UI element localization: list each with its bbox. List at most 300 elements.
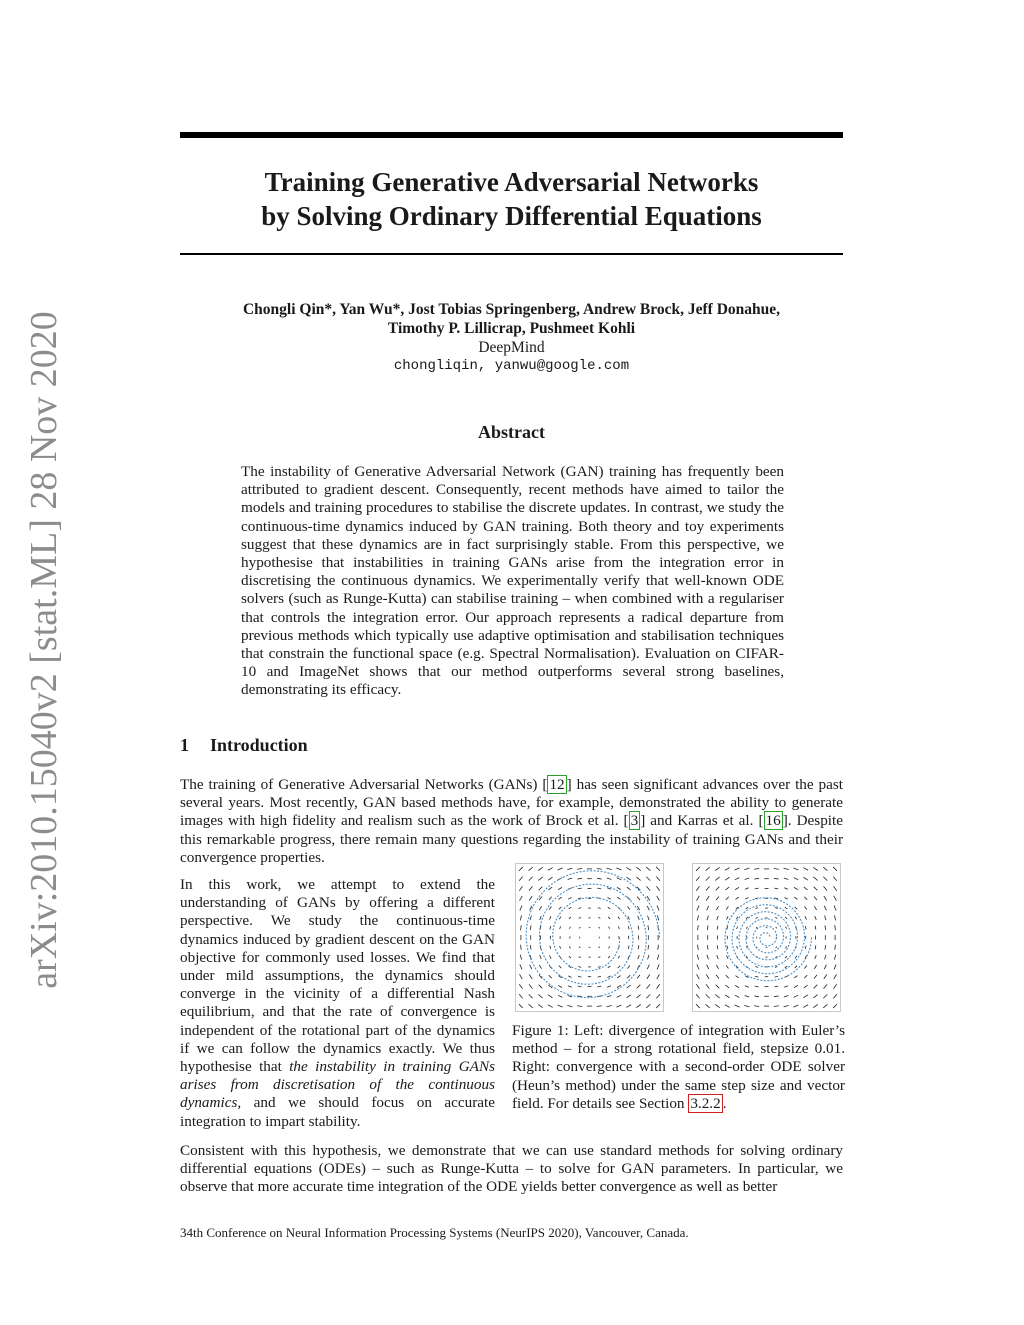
vector-field-arrow <box>608 907 611 909</box>
vector-field-arrow <box>616 868 621 870</box>
vector-field-arrow <box>707 955 708 959</box>
vector-field-arrow <box>755 888 759 889</box>
vector-field-arrow <box>754 878 759 879</box>
vector-field-arrow <box>715 1005 719 1008</box>
vector-field-arrow <box>598 917 600 918</box>
vector-field-arrow <box>725 868 730 871</box>
vector-field-arrow <box>804 975 807 978</box>
author-block <box>180 300 843 376</box>
vector-field-arrow <box>538 877 542 881</box>
section-heading-introduction <box>180 735 308 756</box>
vector-field-arrow <box>823 1004 827 1008</box>
vector-field-arrow <box>775 917 777 918</box>
vector-field-arrow <box>706 877 710 881</box>
vector-field-arrow <box>598 908 601 909</box>
vector-field-arrow <box>784 888 788 890</box>
vector-field-arrow <box>617 887 621 889</box>
vector-field-arrow <box>707 906 709 910</box>
vector-field-arrow <box>813 867 817 870</box>
vector-field-arrow <box>825 916 826 920</box>
vector-field-arrow <box>834 955 835 960</box>
vector-field-arrow <box>636 995 640 999</box>
vector-field-arrow <box>794 976 797 978</box>
vector-field-arrow <box>628 965 630 968</box>
vector-field-arrow <box>716 906 718 910</box>
vector-field-arrow <box>824 965 826 969</box>
vector-field-arrow <box>538 995 542 999</box>
vector-field-arrow <box>616 1005 621 1007</box>
vector-field-arrow <box>636 877 640 881</box>
vector-field-arrow <box>569 956 571 958</box>
conference-footer: 34th Conference on Neural Information Processing Systems (NeurIPS 2020), Vancouver, Canada. <box>180 1225 689 1240</box>
vector-field-arrow <box>648 945 649 950</box>
vector-field-arrow <box>755 976 758 977</box>
vector-field-arrow <box>707 945 708 950</box>
vector-field-arrow <box>646 1004 650 1008</box>
vector-field-arrow <box>784 1005 789 1006</box>
vector-field-arrow <box>529 994 533 998</box>
vector-field-arrow <box>794 995 798 997</box>
vector-field-arrow <box>638 926 639 930</box>
vector-field-arrow <box>657 964 659 969</box>
vector-field-arrow <box>559 907 561 909</box>
vector-field-arrow <box>521 925 522 930</box>
vector-field-arrow <box>813 1005 817 1008</box>
vector-field-arrow <box>638 916 640 920</box>
vector-field-arrow <box>735 1005 740 1007</box>
vector-field-arrow <box>658 945 659 950</box>
vector-field-arrow <box>793 1005 798 1007</box>
vector-field-arrow <box>637 896 640 900</box>
vector-field-arrow <box>646 867 650 871</box>
vector-field-arrow <box>814 965 816 969</box>
vector-field-arrow <box>696 994 700 998</box>
vector-field-arrow <box>608 956 610 958</box>
vector-field-arrow <box>706 896 709 900</box>
caption-end: . <box>722 1094 727 1112</box>
vector-field-arrow <box>697 896 700 901</box>
vector-field-arrow <box>823 867 827 871</box>
emphasized-hypothesis: the instability in training GANs arises from discretisation of the continuous dynamics <box>180 1058 495 1112</box>
vector-field-arrow <box>805 916 807 919</box>
vector-field-arrow <box>697 955 698 960</box>
vector-field-arrow <box>698 945 699 950</box>
vector-field-arrow <box>608 966 611 968</box>
vector-field-arrow <box>744 1005 749 1006</box>
vector-field-arrow <box>648 925 649 930</box>
vector-field-arrow <box>774 996 779 997</box>
vector-field-arrow <box>794 897 797 899</box>
vector-field-arrow <box>744 868 749 869</box>
vector-field-arrow <box>636 867 640 870</box>
vector-field-arrow <box>539 887 543 891</box>
vector-field-arrow <box>559 966 561 968</box>
vector-field-arrow <box>834 964 836 969</box>
vector-field-arrow <box>737 926 738 929</box>
vector-field-arrow <box>736 976 739 978</box>
vector-field-arrow <box>549 916 551 919</box>
vector-field-arrow <box>815 926 816 930</box>
vector-field-arrow <box>833 1004 837 1008</box>
vector-field-arrow <box>698 925 699 930</box>
author-names-line-1: Chongli Qin*, Yan Wu*, Jost Tobias Springenberg, Andrew Brock, Jeff Donahue, <box>242 301 781 318</box>
vector-field-arrow <box>814 975 817 979</box>
vector-field-arrow <box>617 995 621 997</box>
vector-field-arrow <box>834 974 837 979</box>
title-bottom-rule <box>180 253 843 255</box>
section-ref-link[interactable]: 3.2.2 <box>690 1094 721 1112</box>
vector-field-arrow <box>815 955 817 959</box>
vector-field-arrow <box>746 917 748 919</box>
vector-field-arrow <box>646 877 650 881</box>
vector-field-arrow <box>540 955 542 959</box>
vector-field-arrow <box>657 974 660 979</box>
vector-field-arrow <box>597 888 601 889</box>
vector-field-arrow <box>824 984 828 988</box>
author-names-line-2: Timothy P. Lillicrap, Pushmeet Kohli <box>387 320 636 337</box>
vector-field-arrow <box>775 966 778 967</box>
vector-field-arrow <box>519 867 523 871</box>
vector-field-arrow <box>707 965 709 969</box>
vector-field-arrow <box>637 985 641 989</box>
vector-field-arrow <box>550 926 551 929</box>
vector-field-arrow <box>696 984 699 988</box>
vector-field-arrow <box>793 868 798 870</box>
vector-field-arrow <box>745 996 749 997</box>
vector-field-arrow <box>519 1004 523 1008</box>
vector-field-arrow <box>803 1005 808 1008</box>
vector-field-arrow <box>815 945 816 949</box>
vector-field-arrow <box>795 917 797 920</box>
vector-field-arrow <box>835 945 836 950</box>
figure-1-left-euler-panel <box>515 863 664 1012</box>
vector-field-arrow <box>745 878 749 879</box>
vector-field-arrow <box>726 916 728 919</box>
vector-field-arrow <box>568 976 571 978</box>
vector-field-arrow <box>569 927 570 929</box>
vector-field-arrow <box>578 986 582 987</box>
vector-field-arrow <box>726 975 729 978</box>
vector-field-arrow <box>567 868 572 869</box>
vector-field-arrow <box>824 975 827 979</box>
vector-field-arrow <box>558 868 563 870</box>
vector-field-arrow <box>746 907 749 909</box>
vector-field-arrow <box>804 995 808 998</box>
vector-field-arrow <box>706 1004 710 1008</box>
vector-field-arrow <box>823 994 827 998</box>
vector-field-arrow <box>735 887 739 889</box>
vector-field-arrow <box>529 975 532 979</box>
text-run: ] and Karras et al. [ <box>640 812 764 830</box>
vector-field-arrow <box>717 926 718 930</box>
vector-field-arrow <box>736 897 739 899</box>
vector-field-arrow <box>754 869 759 870</box>
vector-field-arrow <box>785 966 788 968</box>
vector-field-arrow <box>607 897 610 899</box>
author-affiliation: DeepMind <box>478 339 545 356</box>
vector-field-arrow <box>813 877 817 881</box>
vector-field-arrow <box>697 915 698 920</box>
vector-field-arrow <box>530 945 531 950</box>
vector-field-arrow <box>627 995 631 998</box>
vector-field-arrow <box>538 867 542 870</box>
vector-field-arrow <box>825 925 826 930</box>
vector-field-arrow <box>647 984 651 988</box>
vector-field-arrow <box>578 908 581 909</box>
vector-field-arrow <box>548 1005 553 1008</box>
vector-field-arrow <box>539 906 541 910</box>
vector-field-arrow <box>725 877 729 880</box>
vector-field-arrow <box>736 917 738 920</box>
section-title: Introduction <box>210 735 308 755</box>
vector-field-arrow <box>794 985 798 987</box>
vector-field-arrow <box>627 887 631 890</box>
vector-field-arrow <box>558 1005 563 1007</box>
vector-field-arrow <box>833 994 837 998</box>
vector-field-arrow <box>697 964 699 969</box>
vector-field-arrow <box>755 966 758 967</box>
vector-field-arrow <box>529 896 532 900</box>
vector-field-arrow <box>549 975 552 978</box>
vector-field-arrow <box>539 965 541 969</box>
vector-field-arrow <box>715 995 719 999</box>
vector-field-arrow <box>745 986 749 988</box>
vector-field-arrow <box>786 946 787 948</box>
vector-field-arrow <box>774 878 779 879</box>
text-run: The training of Generative Adversarial Networks (GANs) [ <box>180 776 548 793</box>
vector-field-arrow <box>805 907 807 910</box>
vector-field-arrow <box>657 906 659 911</box>
vector-field-arrow <box>794 887 798 889</box>
vector-field-arrow <box>530 916 531 920</box>
vector-field-arrow <box>725 1005 730 1008</box>
vector-field-arrow <box>726 955 728 958</box>
vector-field-arrow <box>577 1006 582 1007</box>
vector-field-arrow <box>569 907 572 909</box>
figure-1-right-heun-panel <box>692 863 841 1012</box>
vector-field-arrow <box>560 926 561 929</box>
vector-field-arrow <box>833 877 837 881</box>
vector-field-arrow <box>825 955 826 959</box>
vector-field-arrow <box>599 947 600 948</box>
vector-field-arrow <box>597 1006 602 1007</box>
vector-field-arrow <box>519 877 523 881</box>
vector-field-arrow <box>805 926 806 929</box>
vector-field-arrow <box>726 965 728 968</box>
vector-field-arrow <box>560 946 561 949</box>
vector-field-arrow <box>697 974 700 979</box>
vector-field-arrow <box>725 985 729 988</box>
vector-field-arrow <box>520 974 523 979</box>
vector-field-arrow <box>599 927 600 928</box>
section-number: 1 <box>180 735 189 755</box>
vector-field-arrow <box>578 966 581 967</box>
vector-field-arrow <box>696 867 700 871</box>
vector-field-arrow <box>617 897 620 899</box>
vector-field-arrow <box>568 986 572 988</box>
vector-field-arrow <box>549 955 551 958</box>
vector-field-arrow <box>520 915 521 920</box>
vector-field-arrow <box>776 947 777 948</box>
vector-field-arrow <box>550 946 551 949</box>
vector-field-arrow <box>579 947 580 948</box>
vector-field-arrow <box>529 877 533 881</box>
vector-field-arrow <box>784 897 787 899</box>
vector-field-arrow <box>646 994 650 998</box>
vector-field-arrow <box>745 897 748 899</box>
vector-field-arrow <box>657 915 658 920</box>
vector-field-arrow <box>717 955 719 959</box>
vector-field-arrow <box>735 868 740 870</box>
vector-field-arrow <box>825 945 826 950</box>
vector-field-arrow <box>597 869 602 870</box>
vector-field-arrow <box>834 906 836 911</box>
vector-field-arrow <box>735 995 739 997</box>
vector-field-arrow <box>716 896 719 900</box>
vector-field-arrow <box>568 897 571 899</box>
citation-link-16[interactable]: 16 <box>765 812 781 830</box>
intro-paragraph-3: Consistent with this hypothesis, we demonstrate that we can use standard methods for solving ordinary differential equations (ODEs) – such as Runge-Kutta – to solve for GAN parameters. In particular, we observe that more accurate time integration of the ODE yields better convergence as well as better <box>180 1142 843 1196</box>
vector-field-arrow <box>637 975 640 979</box>
vector-field-arrow <box>656 877 660 881</box>
vector-field-arrow <box>784 996 788 997</box>
vector-field-arrow <box>579 927 580 928</box>
citation-link-3[interactable]: 3 <box>630 812 639 830</box>
vector-field-arrow <box>628 946 629 949</box>
vector-field-arrow <box>579 917 581 918</box>
vector-field-arrow <box>656 994 660 998</box>
vector-field-arrow <box>785 907 788 909</box>
vector-field-arrow <box>727 946 728 949</box>
vector-field-arrow <box>795 966 797 968</box>
vector-field-arrow <box>715 877 719 881</box>
vector-field-arrow <box>696 877 700 881</box>
vector-field-arrow <box>716 985 720 989</box>
vector-field-arrow <box>627 975 630 978</box>
citation-link-12[interactable]: 12 <box>549 776 565 793</box>
vector-field-arrow <box>834 896 837 901</box>
vector-field-arrow <box>804 985 808 988</box>
vector-field-arrow <box>716 887 720 891</box>
vector-field-arrow <box>774 986 778 987</box>
vector-field-arrow <box>618 966 620 968</box>
vector-field-arrow <box>823 877 827 881</box>
vector-field-arrow <box>578 898 581 899</box>
vector-field-arrow <box>539 985 543 989</box>
vector-field-arrow <box>715 867 719 870</box>
vector-field-arrow <box>737 946 738 949</box>
title-line-1: Training Generative Adversarial Networks <box>264 167 759 197</box>
vector-field-arrow <box>784 868 789 869</box>
vector-field-arrow <box>755 986 759 987</box>
vector-field-arrow <box>776 927 777 928</box>
vector-field-arrow <box>548 995 552 998</box>
vector-field-arrow <box>706 994 710 998</box>
vector-field-arrow <box>626 1005 631 1008</box>
vector-field-arrow <box>824 886 828 890</box>
vector-field-arrow <box>756 917 758 918</box>
vector-field-arrow <box>597 878 602 879</box>
vector-field-arrow <box>745 888 749 890</box>
vector-field-arrow <box>597 986 601 987</box>
author-email: chongliqin, yanwu@google.com <box>393 358 630 374</box>
vector-field-arrow <box>835 925 836 930</box>
vector-field-arrow <box>814 985 818 989</box>
vector-field-arrow <box>538 1005 542 1008</box>
vector-field-arrow <box>735 985 739 987</box>
abstract-text: The instability of Generative Adversarial Network (GAN) training has frequently been attributed to gradient descent. Consequently, recent methods have aimed to tailor the models and training procedures to stabilise the discrete updates. In contrast, we study the continuous-time dynamics induced by GAN training. Both theory and toy experiments suggest that these dynamics are in fact surprisingly stable. From this perspective, we hypothesise that instabilities in training GANs arise from the integration error in discretising the continuous dynamics. We experimentally verify that well-known ODE solvers (such as Runge-Kutta) can stabilise training – when combined with a regulariser that controls the integration error. Our approach represents a radical departure from previous methods which typically use adaptive optimisation and stabilisation techniques that constrain the functional space (e.g. Spectral Normalisation). Evaluation on CIFAR-10 and ImageNet shows that our method outperforms several strong baselines, demonstrating its efficacy. <box>241 463 784 699</box>
vector-field-arrow <box>638 955 640 959</box>
vector-field-arrow <box>824 906 826 910</box>
vector-field-arrow <box>648 955 649 959</box>
text-run: In this work, we attempt to extend the understanding of GANs by offering a different perspective. We study the continuous-time dynamics induced by gradient descent on the GAN objective for commonly used losses. We find that under mild assumptions, the dynamics should converge in the vicinity of a differential Nash equilibrium, and that the rate of convergence is independent of the rotational part of the dynamics if we can follow the dynamics exactly. We thus hypothesise that <box>180 876 495 1076</box>
vector-field-arrow <box>657 886 660 890</box>
vector-field-arrow <box>540 916 542 920</box>
vector-field-arrow <box>607 986 611 988</box>
intro-paragraph-2 <box>180 876 495 1131</box>
intro-paragraph-1 <box>180 776 843 867</box>
title-top-rule <box>180 132 843 138</box>
vector-field-arrow <box>716 975 719 979</box>
vector-field-arrow <box>834 915 835 920</box>
vector-field-arrow <box>549 907 551 910</box>
vector-field-arrow <box>814 906 816 910</box>
vector-field-arrow <box>567 1005 572 1006</box>
vector-field-arrow <box>647 965 649 969</box>
vector-field-arrow <box>519 886 522 890</box>
vector-field-arrow <box>696 886 699 890</box>
vector-field-arrow <box>618 956 620 959</box>
vector-field-arrow <box>598 957 600 958</box>
vector-field-arrow <box>815 916 817 920</box>
vector-field-arrow <box>784 986 788 988</box>
vector-field-arrow <box>735 878 739 880</box>
vector-field-arrow <box>647 975 650 979</box>
vector-field-arrow <box>746 927 747 929</box>
vector-field-arrow <box>785 917 787 919</box>
vector-field-arrow <box>717 945 718 949</box>
vector-field-arrow <box>607 868 612 869</box>
vector-field-arrow <box>794 878 798 880</box>
vector-field-arrow <box>805 946 806 949</box>
paper-title <box>180 165 843 233</box>
vector-field-arrow <box>519 994 523 998</box>
vector-field-arrow <box>725 995 729 998</box>
vector-field-arrow <box>530 906 532 910</box>
vector-field-arrow <box>559 897 562 899</box>
vector-field-arrow <box>519 984 522 988</box>
vector-field-arrow <box>618 926 619 929</box>
vector-field-arrow <box>607 996 611 997</box>
vector-field-arrow <box>618 917 620 920</box>
vector-field-arrow <box>579 957 581 958</box>
caption-text: Figure 1: Left: divergence of integration with Euler’s method – for a strong rotational field, stepsize 0.01. Right: convergence with a second-order ODE solver (Heun’s method) under the same step size and vector field. For details see Section <box>512 1022 845 1112</box>
vector-field-arrow <box>657 896 660 901</box>
vector-field-arrow <box>697 906 699 911</box>
vector-field-arrow <box>696 1004 700 1008</box>
vector-field-arrow <box>607 878 611 879</box>
vector-field-arrow <box>638 945 639 949</box>
text-run: ] has seen significant advances over the past several years. Most recently, GAN based methods have, for example, demonstrated the ability to generate images with high fidelity and realism such as the work of Brock et al. [ <box>180 776 843 830</box>
vector-field-arrow <box>520 906 522 911</box>
vector-field-arrow <box>803 868 808 871</box>
vector-field-arrow <box>558 887 562 889</box>
vector-field-arrow <box>626 868 631 871</box>
vector-field-arrow <box>726 897 729 900</box>
vector-field-arrow <box>607 976 610 978</box>
vector-field-arrow <box>834 886 837 890</box>
vector-field-arrow <box>598 976 601 977</box>
